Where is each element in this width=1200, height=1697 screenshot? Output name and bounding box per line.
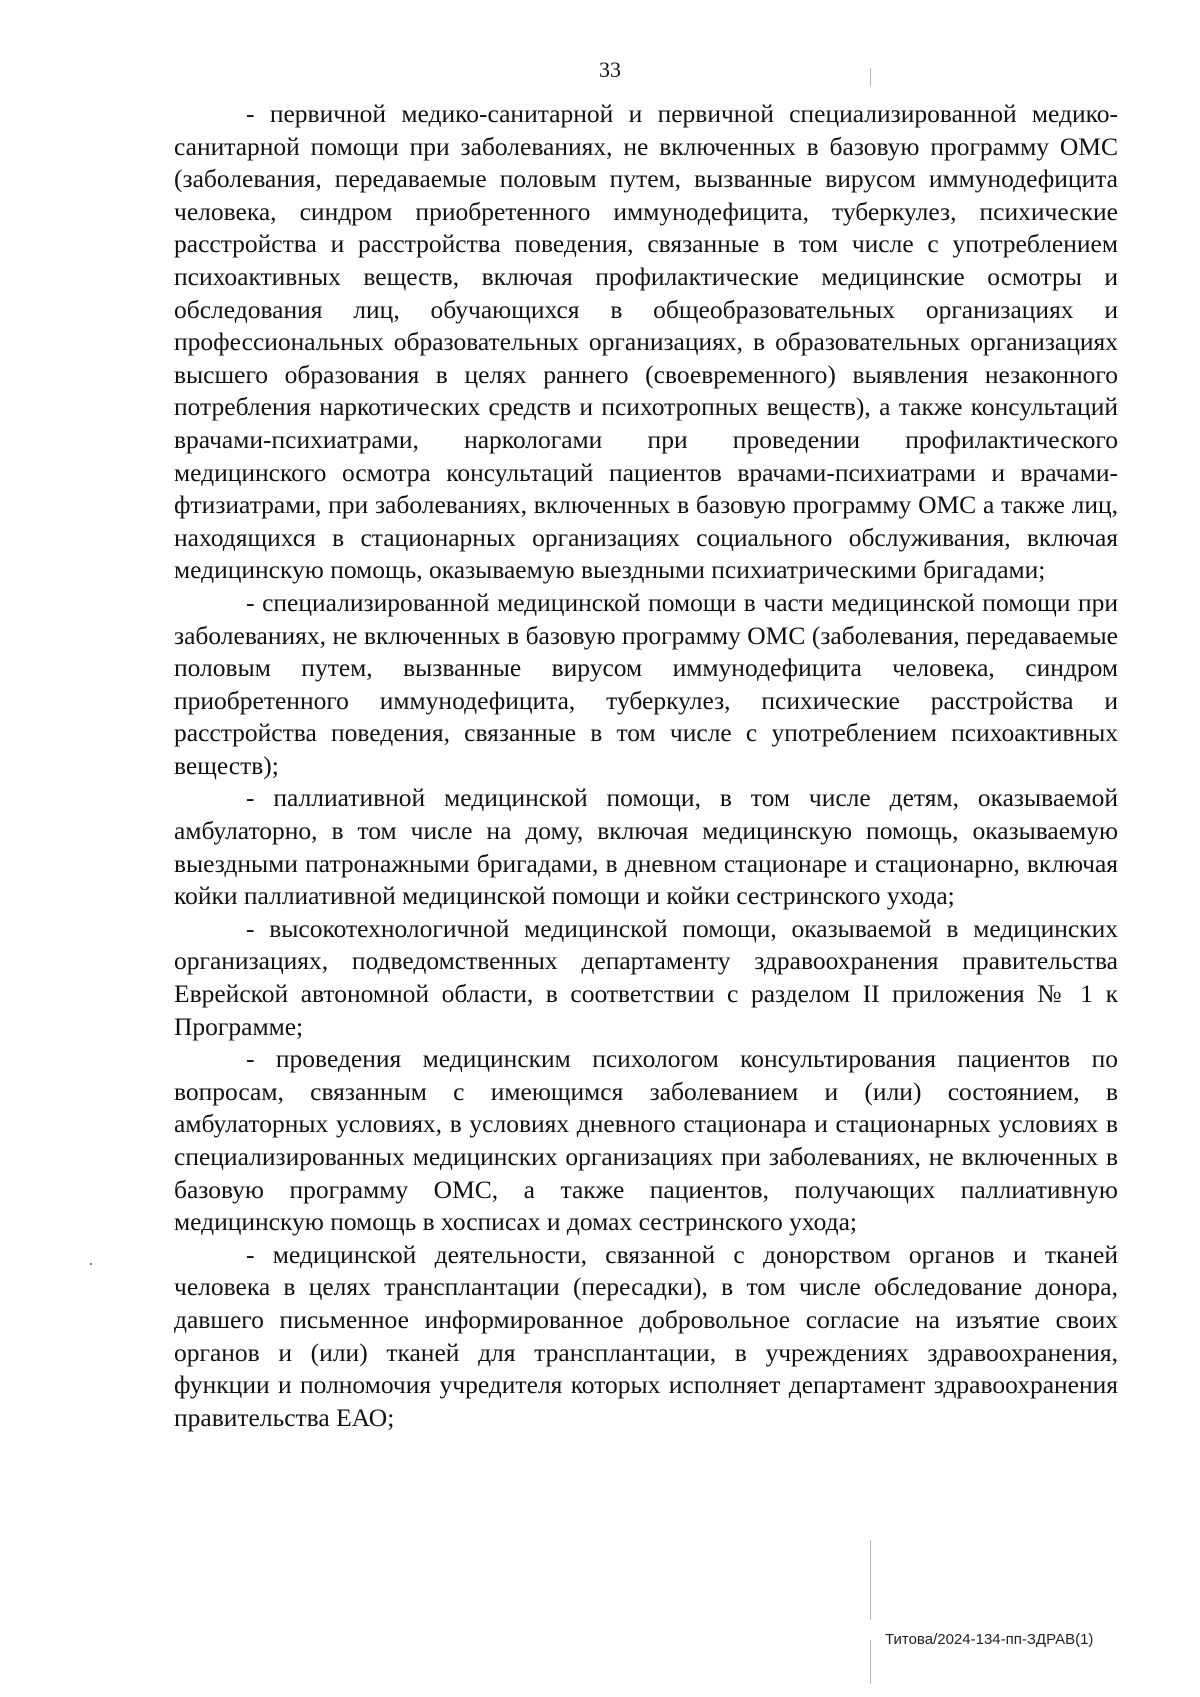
- document-body: [174, 98, 1118, 1434]
- scan-artifact-line: [870, 1640, 871, 1684]
- footer-document-code: Титова/2024-134-пп-ЗДРАВ(1): [885, 1631, 1094, 1648]
- scan-artifact-dot: [90, 1263, 92, 1265]
- scan-artifact-line: [870, 1540, 871, 1620]
- paragraph-primary-care: - первичной медико-санитарной и первичной специализированной медико-санитарной помощи при заболеваниях, не включенных в базовую программу ОМС (заболевания, передаваемые половым путем, вызванные вирусом иммунодефицита человека, синдром приобретенного иммунодефицита, туберкулез, психические расстройства и расстройства поведения, связанные в том числе с употреблением психоактивных веществ, включая профилактические медицинские осмотры и обследования лиц, обучающихся в общеобразовательных организациях и профессиональных образовательных организациях, в образовательных организациях высшего образования в целях раннего (своевременного) выявления незаконного потребления наркотических средств и психотропных веществ), а также консультаций врачами-психиатрами, наркологами при проведении профилактического медицинского осмотра консультаций пациентов врачами-психиатрами и врачами-фтизиатрами, при заболеваниях, включенных в базовую программу ОМС а также лиц, находящихся в стационарных организациях социального обслуживания, включая медицинскую помощь, оказываемую выездными психиатрическими бригадами;: [174, 99, 1118, 585]
- paragraph-psychologist-consulting: - проведения медицинским психологом консультирования пациентов по вопросам, связанным с имеющимся заболеванием и (или) состоянием, в амбулаторных условиях, в условиях дневного стационара и стационарных условиях в специализированных медицинских организациях при заболеваниях, не включенных в базовую программу ОМС, а также пациентов, получающих паллиативную медицинскую помощь в хосписах и домах сестринского ухода;: [174, 1044, 1118, 1237]
- scan-artifact-line: [870, 68, 871, 86]
- paragraph-organ-donation: - медицинской деятельности, связанной с донорством органов и тканей человека в целях трансплантации (пересадки), в том числе обследование донора, давшего письменное информированное добровольное согласие на изъятие своих органов и (или) тканей для трансплантации, в учреждениях здравоохранения, функции и полномочия учредителя которых исполняет департамент здравоохранения правительства ЕАО;: [174, 1239, 1118, 1432]
- paragraph-palliative-care: - паллиативной медицинской помощи, в том числе детям, оказываемой амбулаторно, в том числе на дому, включая медицинскую помощь, оказываемую выездными патронажными бригадами, в дневном стационаре и стационарно, включая койки паллиативной медицинской помощи и койки сестринского ухода;: [174, 783, 1118, 911]
- paragraph-specialized-care: - специализированной медицинской помощи в части медицинской помощи при заболеваниях, не включенных в базовую программу ОМС (заболевания, передаваемые половым путем, вызванные вирусом иммунодефицита человека, синдром приобретенного иммунодефицита, туберкулез, психические расстройства и расстройства поведения, связанные в том числе с употреблением психоактивных веществ);: [174, 587, 1118, 780]
- page-number: 33: [599, 57, 621, 82]
- paragraph-high-tech-care: - высокотехнологичной медицинской помощи, оказываемой в медицинских организациях, подведомственных департаменту здравоохранения правительства Еврейской автономной области, в соответствии с разделом II приложения № 1 к Программе;: [174, 913, 1118, 1041]
